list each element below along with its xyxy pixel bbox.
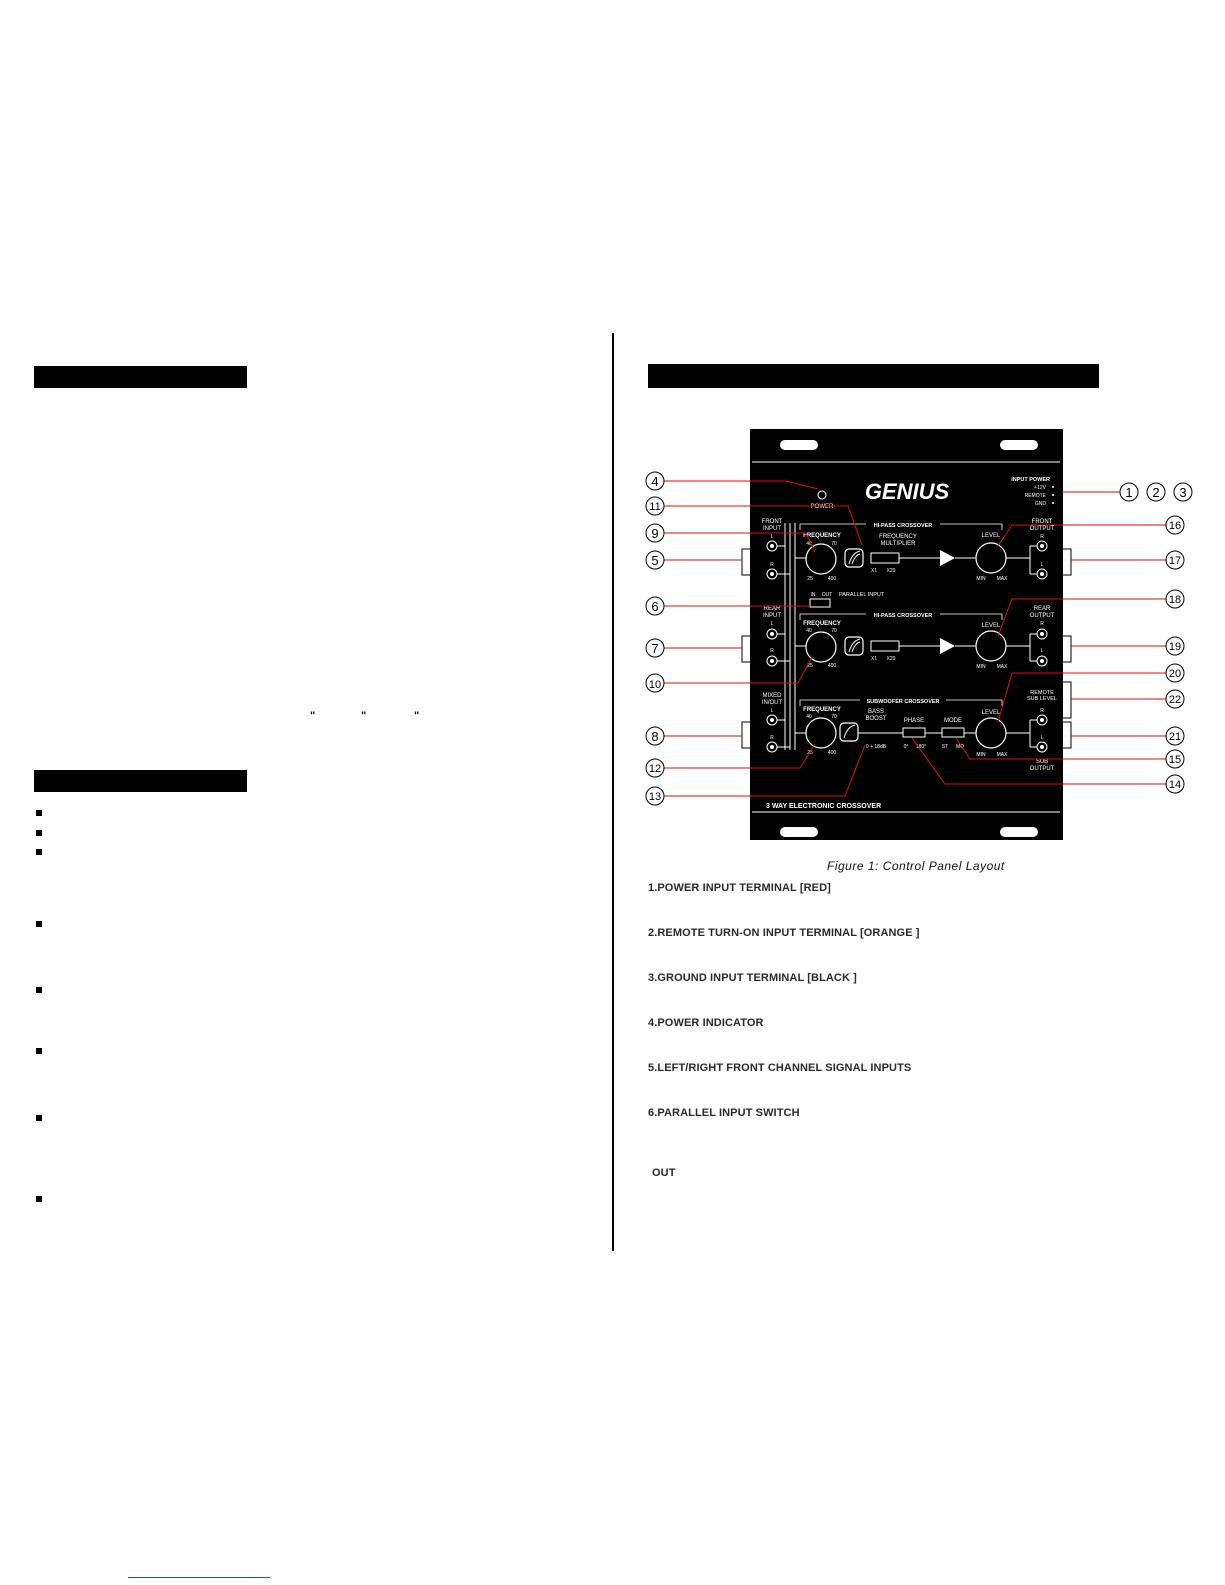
svg-text:X20: X20 [886,568,896,574]
svg-text:REAR: REAR [1033,606,1051,612]
section-header-bar-left-top [34,366,247,388]
svg-text:70: 70 [831,714,837,720]
svg-text:MO: MO [955,744,965,750]
svg-text:19: 19 [1168,641,1182,653]
svg-text:4: 4 [651,474,659,489]
svg-text:MODE: MODE [944,718,962,724]
svg-text:R: R [770,648,774,654]
svg-text:9: 9 [651,526,659,541]
svg-text:400: 400 [827,663,837,669]
svg-text:SUB: SUB [1035,759,1049,765]
svg-text:LEVEL: LEVEL [981,533,1001,539]
svg-text:MULTIPLIER: MULTIPLIER [880,541,916,547]
svg-text:L: L [1040,562,1044,568]
svg-text:MIXED: MIXED [762,693,782,699]
svg-text:SUB LEVEL: SUB LEVEL [1027,696,1057,702]
svg-text:MAX: MAX [996,752,1008,758]
item-power-indicator: 4.POWER INDICATOR [648,1017,764,1029]
bullet-4 [36,921,42,927]
svg-text:MAX: MAX [996,576,1008,582]
mount-slot-top-left [780,440,818,450]
svg-text:OUTPUT: OUTPUT [1029,526,1055,532]
svg-text:+12V: +12V [1034,485,1046,491]
svg-text:MIN: MIN [976,664,986,670]
item-remote-input: 2.REMOTE TURN-ON INPUT TERMINAL [ORANGE ] [648,927,920,939]
bullet-1 [36,810,42,816]
svg-text:3: 3 [1179,485,1187,500]
stray-quote-1: " [310,710,316,722]
bullet-8 [36,1196,42,1202]
svg-text:L: L [770,534,774,540]
svg-text:REMOTE: REMOTE [1030,690,1054,696]
bullet-2 [36,830,42,836]
svg-text:16: 16 [1168,520,1182,532]
svg-text:70: 70 [831,541,837,547]
svg-text:L: L [770,621,774,627]
svg-text:25: 25 [807,750,813,756]
svg-text:12: 12 [648,763,662,775]
svg-text:INPUT POWER: INPUT POWER [1011,477,1050,483]
stray-quote-3: " [414,710,420,722]
mount-slot-top-right [1000,440,1038,450]
stray-quote-2: " [361,710,367,722]
svg-text:17: 17 [1168,555,1182,567]
footer-link-underline [128,1577,270,1578]
front-frequency-knob [806,544,836,574]
svg-text:14: 14 [1168,779,1182,791]
svg-text:INPUT: INPUT [763,526,781,532]
svg-text:OUTPUT: OUTPUT [1029,766,1055,772]
svg-text:R: R [770,735,774,741]
svg-text:22: 22 [1168,694,1182,706]
svg-text:0 + 18dB: 0 + 18dB [865,744,887,750]
item-front-inputs: 5.LEFT/RIGHT FRONT CHANNEL SIGNAL INPUTS [648,1062,912,1074]
svg-text:40: 40 [806,628,812,634]
svg-text:15: 15 [1168,754,1182,766]
svg-text:R: R [1040,708,1044,714]
svg-text:L: L [770,708,774,714]
svg-text:21: 21 [1168,731,1182,743]
svg-text:20: 20 [1168,668,1182,680]
svg-text:FREQUENCY: FREQUENCY [803,621,841,627]
svg-text:FREQUENCY: FREQUENCY [803,707,841,713]
svg-text:BOOST: BOOST [865,716,887,722]
svg-text:R: R [1040,534,1044,540]
rear-frequency-knob [806,632,836,662]
control-panel-diagram [630,420,1200,840]
svg-text:2: 2 [1152,485,1160,500]
svg-text:FRONT: FRONT [761,519,783,525]
bullet-3 [36,849,42,855]
svg-text:70: 70 [831,628,837,634]
svg-text:25: 25 [807,576,813,582]
svg-text:REAR: REAR [763,606,781,612]
svg-text:IN: IN [810,592,816,598]
svg-text:OUT: OUT [821,592,833,598]
item-out-label: OUT [652,1167,676,1179]
svg-text:MIN: MIN [976,752,986,758]
brand-logo: GENIUS [864,479,950,504]
rear-level-knob [976,631,1006,661]
svg-text:X1: X1 [870,656,878,662]
section-header-bar-right [648,364,1099,388]
svg-text:40: 40 [806,541,812,547]
svg-text:FREQUENCY: FREQUENCY [803,533,841,539]
svg-text:5: 5 [651,553,659,568]
svg-text:0°: 0° [903,744,909,750]
svg-text:HI-PASS CROSSOVER: HI-PASS CROSSOVER [873,613,933,619]
front-level-knob [976,543,1006,573]
sub-frequency-knob [806,718,836,748]
svg-text:40: 40 [806,714,812,720]
svg-text:GND: GND [1034,501,1046,507]
svg-text:1: 1 [1125,485,1133,500]
column-divider [612,333,614,1251]
svg-text:REMOTE: REMOTE [1024,493,1046,499]
svg-text:PARALLEL INPUT: PARALLEL INPUT [839,592,885,598]
bullet-5 [36,987,42,993]
svg-text:X1: X1 [870,568,878,574]
svg-text:SUBWOOFER CROSSOVER: SUBWOOFER CROSSOVER [866,699,940,705]
svg-text:LEVEL: LEVEL [981,623,1001,629]
power-label: POWER [810,504,834,510]
section-header-bar-left-bottom [34,770,247,792]
svg-text:400: 400 [827,576,837,582]
svg-text:R: R [1040,621,1044,627]
svg-text:400: 400 [827,750,837,756]
bullet-7 [36,1115,42,1121]
svg-text:8: 8 [651,729,659,744]
svg-text:OUTPUT: OUTPUT [1029,613,1055,619]
svg-text:IN/OUT: IN/OUT [761,700,783,706]
panel-footer-label: 3 WAY ELECTRONIC CROSSOVER [766,803,882,810]
svg-text:X20: X20 [886,656,896,662]
svg-text:HI-PASS CROSSOVER: HI-PASS CROSSOVER [873,523,933,529]
item-parallel-switch: 6.PARALLEL INPUT SWITCH [648,1107,800,1119]
svg-text:LEVEL: LEVEL [981,710,1001,716]
svg-text:6: 6 [651,599,659,614]
svg-text:7: 7 [651,641,659,656]
svg-text:11: 11 [649,501,661,513]
svg-text:BASS: BASS [867,709,885,715]
svg-text:ST: ST [941,744,949,750]
svg-text:MIN: MIN [976,576,986,582]
sub-level-knob [976,718,1006,748]
svg-text:L: L [1040,648,1044,654]
item-ground-input: 3.GROUND INPUT TERMINAL [BLACK ] [648,972,857,984]
svg-text:L: L [1040,735,1044,741]
svg-text:PHASE: PHASE [903,718,925,724]
svg-text:R: R [770,562,774,568]
svg-text:18: 18 [1168,594,1182,606]
svg-text:25: 25 [807,663,813,669]
figure-caption: Figure 1: Control Panel Layout [827,859,1005,873]
bullet-6 [36,1048,42,1054]
svg-text:MAX: MAX [996,664,1008,670]
svg-text:FREQUENCY: FREQUENCY [879,534,917,540]
svg-text:13: 13 [648,791,662,803]
mount-slot-bottom-left [780,827,818,837]
svg-text:10: 10 [648,679,662,691]
svg-text:180°: 180° [915,744,927,750]
item-power-input: 1.POWER INPUT TERMINAL [RED] [648,882,831,894]
mount-slot-bottom-right [1000,827,1038,837]
svg-text:INPUT: INPUT [763,613,781,619]
svg-text:FRONT: FRONT [1031,519,1053,525]
